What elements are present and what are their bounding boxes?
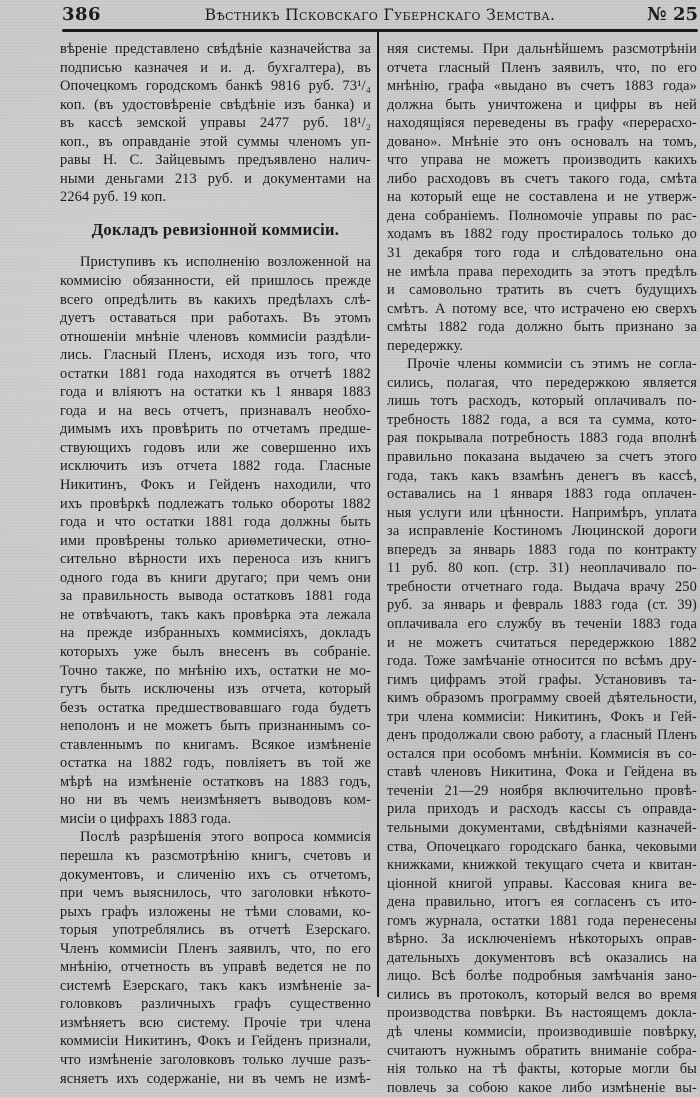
text-line: торыя употреблялись въ отчетѣ Езерскаго. <box>60 922 371 939</box>
text-line: ясняетъ ихъ содержаніе, ни въ чемъ не измѣ- <box>60 1070 371 1087</box>
text-line: года и вліяютъ на остатки къ 1 января 1883 <box>60 384 371 401</box>
text-line: равы Н. С. Зайцевымъ предъявлено налич- <box>60 152 371 169</box>
text-line: ими провѣрены только ариѳметически, отно- <box>60 532 371 549</box>
text-line: производства повѣрки. Въ настоящемъ докла- <box>387 1005 697 1022</box>
text-line: кимъ образомъ программу своей дѣятельности, <box>387 690 697 707</box>
text-line: исключить изъ отчета 1882 года. Гласные <box>60 458 371 475</box>
text-line: но ни въ чемъ неизмѣняетъ выводовъ ком- <box>60 792 371 809</box>
text-line: ными деньгами 213 руб. и документами на <box>60 170 371 187</box>
page-header <box>62 4 698 28</box>
text-line: сились, полагая, что передержкою является <box>387 374 697 391</box>
left-column <box>60 40 371 1088</box>
text-line: Послѣ разрѣшенія этого вопроса коммисія <box>80 829 371 846</box>
text-line: года. Тоже замѣчаніе относится по всѣмъ дру- <box>387 653 697 670</box>
text-line: сились въ протоколъ, который велся во время <box>387 986 697 1003</box>
text-line: требность 1882 года, а вся та сумма, кото- <box>387 411 697 428</box>
text-line: 31 декабря того года и слѣдовательно она <box>387 245 697 262</box>
text-line: ціонной книгой управы. Кассовая книга ве- <box>387 875 697 892</box>
text-line: подписью казначея и и. д. бухгалтера), въ <box>60 59 371 76</box>
text-line: въ кассѣ земской управы 2477 руб. 18¹/₂ <box>60 115 371 132</box>
text-line: отношеніи мнѣніе членовъ коммисіи раздѣли- <box>60 328 371 345</box>
header-rule <box>62 29 698 32</box>
text-line: что управа не можетъ производить какихъ <box>387 152 697 169</box>
text-line: измѣняетъ всю систему. Прочіе три члена <box>60 1014 371 1031</box>
text-line: не отвѣчаютъ, такъ какъ провѣрка эта лежала <box>60 606 371 623</box>
text-line: ныя услуги или цѣнности. Напримѣръ, уплата <box>387 504 697 521</box>
text-line: смѣты 1882 года должно быть признано за <box>387 319 697 336</box>
text-line: лись. Гласный Пленъ, исходя изъ того, что <box>60 347 371 364</box>
text-line: Прочіе члены коммисіи съ этимъ не согла- <box>407 356 697 373</box>
text-line: оставались на 1 января 1883 года оплачен- <box>387 486 697 503</box>
running-title: Вѣстникъ Псковскаго Губернскаго Земства. <box>204 6 556 24</box>
text-line: няя системы. При дальнѣйшемъ разсмотрѣніи <box>387 41 697 57</box>
text-line: считаютъ нужнымъ обратить вниманіе собра- <box>387 1042 697 1059</box>
page-number: 386 <box>62 4 102 25</box>
text-line: довано». Мнѣніе это онъ основалъ на томъ, <box>387 133 697 150</box>
text-line: смѣтъ. А потому все, что истрачено ею сверхъ <box>387 300 697 317</box>
text-line: года и что остатки 1881 года должны быть <box>60 514 371 531</box>
text-line: остатки 1881 года находятся въ отчетѣ 1882 <box>60 365 371 382</box>
text-line: дуетъ оставаться при работахъ. Въ этомъ <box>60 310 371 327</box>
text-line: Никитинъ, Фокъ и Гейденъ находили, что <box>60 477 371 494</box>
text-line: не имѣла права переходить за этотъ предѣлъ <box>387 263 697 280</box>
text-line: лишь тотъ расходъ, который оплачивалъ по- <box>387 393 697 410</box>
text-line: гомъ журнала, остатки 1881 года перенесены <box>387 912 697 929</box>
text-line: требности отчетнаго года. Выдача врачу 250 <box>387 578 697 595</box>
text-line: вѣрно. За исключеніемъ нѣкоторыхъ оправ- <box>387 931 697 948</box>
text-line: мисіи о цифрахъ 1883 года. <box>60 810 232 827</box>
text-line: ихъ провѣркѣ подлежатъ только обороты 1882 <box>60 495 371 512</box>
text-line: за исправленіе Костиномъ Люцинской дороги <box>387 523 697 540</box>
text-line: отчета гласный Пленъ заявилъ, что, по его <box>387 59 697 76</box>
text-line: должна быть уничтожена и цифры въ ней <box>387 96 697 113</box>
intro-block <box>60 40 371 207</box>
text-line: одного года въ книги другаго; при чемъ они <box>60 569 371 586</box>
text-line: дательныхъ документовъ всѣ оказались на <box>387 949 697 966</box>
text-line: ствующихъ годовъ или же совершенно ихъ <box>60 439 371 456</box>
text-line: 2264 руб. 19 коп. <box>60 189 167 206</box>
text-line: правильно показана выдачею за счетъ этого <box>387 449 697 466</box>
paragraph <box>387 355 697 1097</box>
text-line: ставленнымъ по книгамъ. Всякое измѣненіе <box>60 736 371 753</box>
text-line: впередъ за январь 1883 года по контракту <box>387 541 697 558</box>
text-line: остался при особомъ мнѣніи. Коммисія въ со- <box>387 745 697 762</box>
text-line: коммисіи Никитинъ, Фокъ и Гейденъ признали, <box>60 1033 371 1050</box>
text-line: коп., въ оправданіе этой суммы членомъ уп- <box>60 133 371 150</box>
text-line: остатка на 1882 годъ, повліяетъ въ той же <box>60 755 371 772</box>
text-line: года, такъ какъ взамѣнъ денегъ въ кассѣ, <box>387 467 697 484</box>
text-line: которыхъ уже былъ внесенъ въ собраніе. <box>60 643 371 660</box>
text-line: Приступивъ къ исполненію возложенной на <box>80 254 371 271</box>
text-line: и не можетъ считаться передержкою 1882 <box>387 634 697 651</box>
text-line: Точно также, по мнѣнію ихъ, остатки не мо- <box>60 662 371 679</box>
text-line: книжками, книжкой текущаго счета и квитан- <box>387 857 697 874</box>
text-line: сительно вѣрности ихъ переноса изъ книгъ <box>60 551 371 568</box>
text-line: ходамъ въ 1882 году простиралось только до <box>387 226 697 243</box>
text-line: что измѣненіе заголовковъ только лучше разъ- <box>60 1051 371 1068</box>
text-line: рыхъ графъ изложены не тѣми словами, ко- <box>60 903 371 920</box>
text-line: коммисію обязанности, ей пришлось прежде <box>60 273 371 290</box>
text-line: повлечь за собою какое либо измѣненіе вы- <box>387 1079 697 1096</box>
text-line: мнѣнію, графа «выдано въ счетъ 1883 года» <box>387 78 697 95</box>
text-line: гутъ быть исключены изъ отчета, который <box>60 681 371 698</box>
text-line: при чемъ выяснилось, что заголовки нѣкото- <box>60 885 371 902</box>
text-line: безъ остатка предшествовавшаго года будетъ <box>60 699 371 716</box>
text-line: нія только на тѣ факты, которые могли бы <box>387 1061 697 1078</box>
text-line: дена собраніемъ. Полномочіе управы по рас- <box>387 207 697 224</box>
text-line: на прежде избранныхъ коммисіяхъ, докладъ <box>60 625 371 642</box>
column-divider <box>377 31 379 997</box>
text-line: на который еще не составлена и не утверж- <box>387 189 697 206</box>
text-line: димымъ ихъ провѣрить по отчетамъ предше- <box>60 421 371 438</box>
text-line: за правильность вывода остатковъ 1881 года <box>60 588 371 605</box>
text-line: Членъ коммисіи Пленъ заявилъ, что, по его <box>60 940 371 957</box>
text-line: три члена коммисіи: Никитинъ, Фокъ и Гей- <box>387 708 697 725</box>
text-line: либо расходовъ въ счетъ такого года, смѣта <box>387 170 697 187</box>
text-line: гимъ цифрамъ этой графы. Установивъ та- <box>387 671 697 688</box>
text-line: неполонъ и не можетъ быть признаннымъ со- <box>60 718 371 735</box>
text-line: рила приходъ и расходъ кассы съ оправда- <box>387 801 697 818</box>
text-line: всего опредѣлить въ какихъ предѣлахъ слѣ- <box>60 291 371 308</box>
text-line: вѣреніе представлено свѣдѣніе казначейства за <box>60 41 371 57</box>
paragraph <box>60 828 371 1088</box>
text-line: 11 руб. 80 коп. (стр. 31) неоплачивало по- <box>387 560 697 577</box>
text-line: руб. за январь и февраль 1883 года (ст. 39) <box>387 597 697 614</box>
text-line: передержку. <box>387 337 464 354</box>
text-line: мѣрѣ на измѣненіе остатковъ на 1883 годъ, <box>60 773 371 790</box>
text-line: коп. (въ удостовѣреніе свѣдѣніе изъ банка) и <box>60 96 371 113</box>
text-line: дена правильно, итогъ ея согласенъ съ ито- <box>387 894 697 911</box>
issue-number: № 25 <box>647 4 698 25</box>
text-line: тельными документами, свѣдѣніями казначей- <box>387 819 697 836</box>
text-line: головковъ различныхъ графъ существенно <box>60 996 371 1013</box>
text-line: документовъ, и сличенію ихъ съ отчетомъ, <box>60 866 371 883</box>
text-line: ства, Опочецкаго городскаго банка, чековыми <box>387 838 697 855</box>
paragraph <box>387 40 697 355</box>
text-line: системѣ Езерскаго, такъ какъ измѣненіе за- <box>60 977 371 994</box>
text-line: рая покрывала потребность 1883 года вполнѣ <box>387 430 697 447</box>
text-line: мнѣнію, отчетность въ управѣ ведется не по <box>60 959 371 976</box>
text-line: года и на весь отчетъ, признавалъ необхо- <box>60 402 371 419</box>
paragraph <box>60 253 371 828</box>
text-line: дѣ члены коммисіи, производившіе повѣрку, <box>387 1023 697 1040</box>
text-line: и самовольно тратить въ счетъ будущихъ <box>387 282 697 299</box>
text-line: оплачивала его службу въ теченіи 1883 года <box>387 615 697 632</box>
text-line: находящіяся переведены въ графу «перерасхо- <box>387 115 697 132</box>
text-line: теченіи 21—29 ноября включительно провѣ- <box>387 782 697 799</box>
right-column <box>387 40 697 1097</box>
text-line: лицо. Всѣ болѣе подробныя замѣчанія зано- <box>387 968 697 985</box>
text-line: денъ продолжали свою работу, а гласный Пленъ <box>387 727 697 744</box>
section-title: Докладъ ревизіонной коммисіи. <box>91 219 340 239</box>
text-line: перешла къ разсмотрѣнію книгъ, счетовъ и <box>60 847 371 864</box>
text-line: ставѣ членовъ Никитина, Фока и Гейдена въ <box>387 764 697 781</box>
text-line: Опочецкомъ городскомъ банкѣ 9816 руб. 73¹/₄ <box>60 78 371 95</box>
